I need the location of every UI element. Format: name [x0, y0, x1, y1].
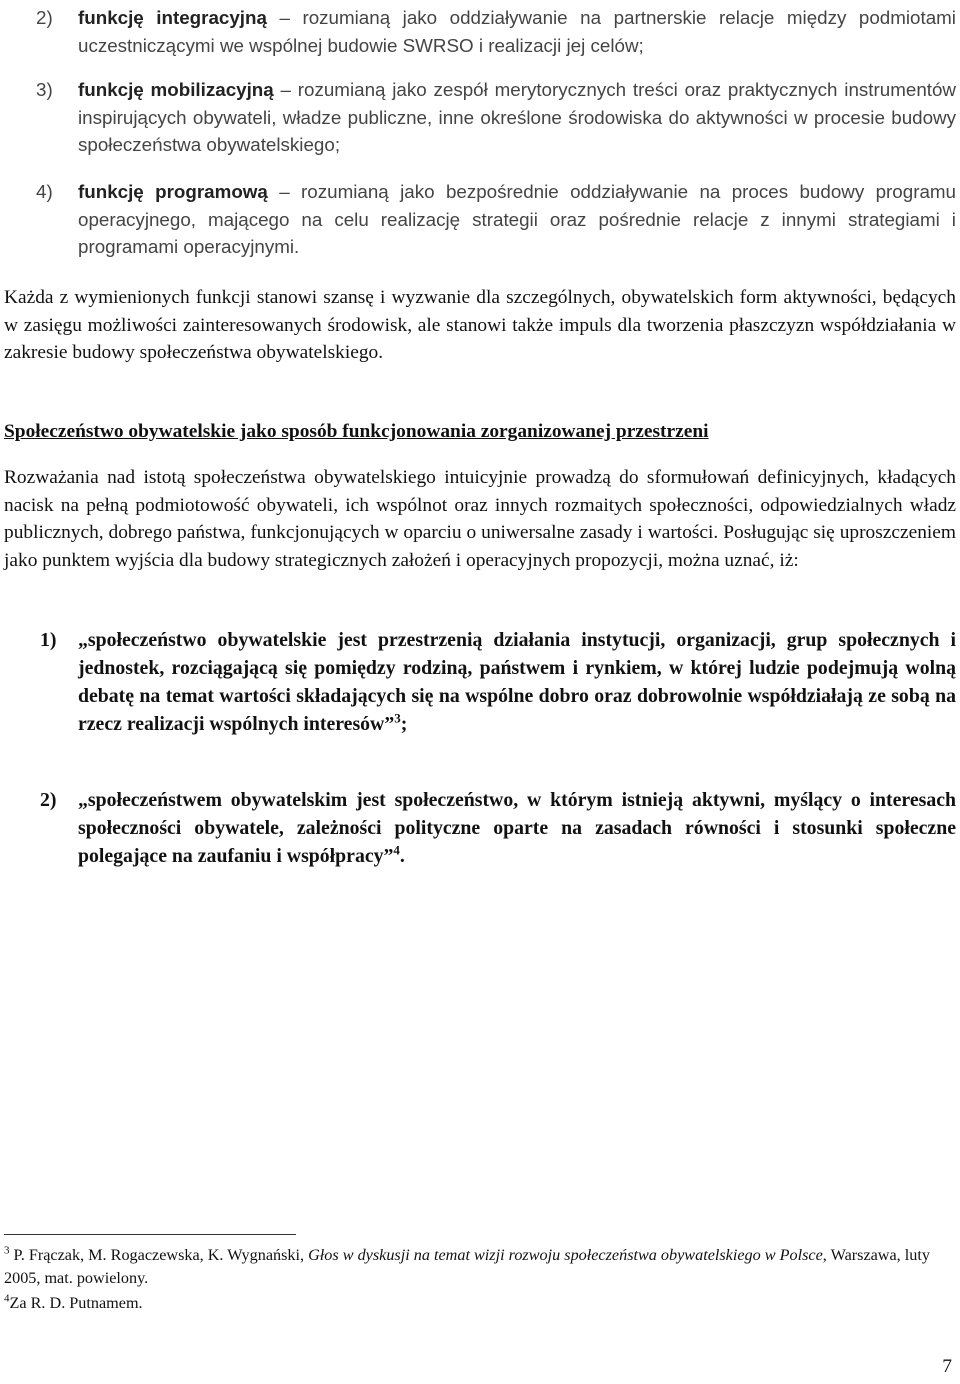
- footnote-ref: 3: [394, 710, 401, 726]
- definition-item-1: [4, 626, 956, 738]
- definition-end: ;: [400, 713, 408, 735]
- definition-quote: „społeczeństwo obywatelskie jest przestrzenią działania instytucji, organizacji, grup społecznych i jednostek, rozciągającą się pomiędzy rodziną, państwem i rynkiem, w której ludzie podejmują wolną debatę na temat wartości składających się na wspólne dobro oraz dobrowolnie współdziałają ze sobą na rzecz realizacji wspólnych interesów”: [78, 629, 956, 735]
- definition-text: [78, 786, 956, 870]
- list-item-mobilization: [4, 76, 956, 159]
- term-bold: funkcję mobilizacyjną: [78, 79, 274, 100]
- term-definition: – rozumianą jako bezpośrednie oddziaływanie na proces budowy programu operacyjnego, mającego na celu realizację strategii oraz pośrednie relacje z innymi strategiami i programami operacyjnymi.: [78, 181, 956, 258]
- footnote-text: Za R. D. Putnamem.: [9, 1294, 143, 1312]
- footnote-title: Głos w dyskusji na temat wizji rozwoju społeczeństwa obywatelskiego w Polsce: [308, 1246, 823, 1264]
- paragraph-definitions-intro: Rozważania nad istotą społeczeństwa obywatelskiego intuicyjnie prowadzą do sformułowań definicyjnych, kładących nacisk na pełną podmiotowość obywateli, ich wspólnot oraz innych rozmaitych społeczności, odpowiedzialnych władz publicznych, dobrego państwa, funkcjonujących w oparciu o uniwersalne zasady i wartości. Posługując się uproszczeniem jako punktem wyjścia dla budowy strategicznych założeń i operacyjnych propozycji, można uznać, iż:: [4, 467, 956, 571]
- footnote-details: , Warszawa, luty 2005, mat. powielony.: [4, 1246, 930, 1287]
- definition-text: [78, 626, 956, 738]
- definition-end: .: [399, 845, 405, 867]
- list-text: [78, 178, 956, 261]
- list-number: 4): [36, 181, 53, 202]
- section-heading: Społeczeństwo obywatelskie jako sposób funkcjonowania zorganizowanej przestrzeni: [4, 421, 709, 442]
- definition-quote: „społeczeństwem obywatelskim jest społeczeństwo, w którym istnieją aktywni, myślący o interesach społeczności obywatele, zależności polityczne oparte na zasadach równości i stosunki społeczne polegające na zaufaniu i współpracy”: [78, 789, 956, 867]
- list-item-programmatic: [4, 178, 956, 261]
- paragraph-functions: Każda z wymienionych funkcji stanowi szansę i wyzwanie dla szczególnych, obywatelskich form aktywności, będących w zasięgu możliwości zainteresowanych środowisk, ale stanowi także impuls dla tworzenia płaszczyzn współdziałania w zakresie budowy społeczeństwa obywatelskiego.: [4, 287, 956, 364]
- list-item-integration: [4, 4, 956, 59]
- list-text: [78, 4, 956, 59]
- footnote-ref: 4: [393, 842, 400, 858]
- page-number: 7: [942, 1356, 952, 1377]
- term-definition: – rozumianą jako oddziaływanie na partnerskie relacje między podmiotami uczestniczącymi we wspólnej budowie SWRSO i realizacji jej celów;: [78, 7, 956, 56]
- list-text: [78, 76, 956, 159]
- footnote-3: [4, 1244, 956, 1290]
- term-definition: – rozumianą jako zespół merytorycznych treści oraz praktycznych instrumentów inspirujących obywateli, władze publiczne, inne określone środowiska do aktywności w procesie budowy społeczeństwa obywatelskiego;: [78, 79, 956, 156]
- footnote-mark: 3: [4, 1244, 10, 1257]
- footnote-mark: 4: [4, 1292, 10, 1305]
- list-number: 2): [40, 789, 57, 811]
- footnote-4: [4, 1292, 956, 1315]
- list-number: 2): [36, 7, 53, 28]
- definition-item-2: [4, 786, 956, 870]
- term-bold: funkcję integracyjną: [78, 7, 267, 28]
- footnote-separator: [4, 1234, 296, 1235]
- footnote-authors: P. Frączak, M. Rogaczewska, K. Wygnański,: [9, 1246, 309, 1264]
- list-number: 1): [40, 629, 57, 651]
- term-bold: funkcję programową: [78, 181, 268, 202]
- list-number: 3): [36, 79, 53, 100]
